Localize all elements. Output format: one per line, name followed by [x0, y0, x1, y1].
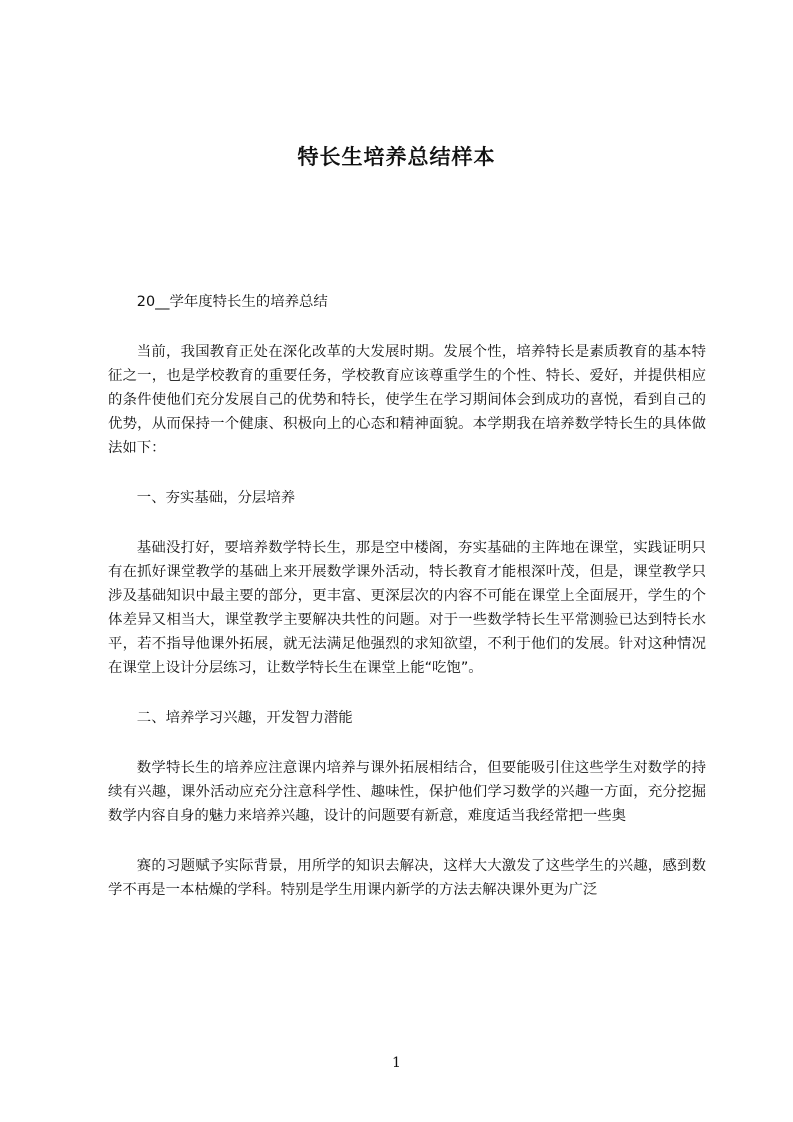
page-number: 1 [392, 1055, 401, 1071]
document-body [108, 290, 706, 928]
document-title: 特长生培养总结样本 [297, 145, 496, 169]
paragraph-section-2-continued: 赛的习题赋予实际背景，用所学的知识去解决，这样大大激发了这些学生的兴趣，感到数学不再是一本枯燥的学科。特别是学生用课内新学的方法去解决课外更为广泛 [108, 858, 706, 898]
document-subtitle: 20__学年度特长生的培养总结 [136, 294, 328, 310]
section-heading-1: 一、夯实基础，分层培养 [136, 490, 296, 506]
paragraph-intro: 当前，我国教育正处在深化改革的大发展时期。发展个性，培养特长是素质教育的基本特征之一，也是学校教育的重要任务，学校教育应该尊重学生的个性、特长、爱好，并提供相应的条件使他们充分发展自己的优势和特长，使学生在学习期间体会到成功的喜悦，看到自己的优势，从而保持一个健康、积极向上的心态和精神面貌。本学期我在培养数学特长生的具体做法如下： [108, 344, 706, 456]
paragraph-section-1: 基础没打好，要培养数学特长生，那是空中楼阁，夯实基础的主阵地在课堂，实践证明只有在抓好课堂教学的基础上来开展数学课外活动，特长教育才能根深叶茂，但是，课堂教学只涉及基础知识中最主要的部分，更丰富、更深层次的内容不可能在课堂上全面展开，学生的个体差异又相当大，课堂教学主要解决共性的问题。对于一些数学特长生平常测验已达到特长水平，若不指导他课外拓展，就无法满足他强烈的求知欲望，不利于他们的发展。针对这种情况在课堂上设计分层练习，让数学特长生在课堂上能“吃饱”。 [108, 540, 706, 676]
section-heading-2: 二、培养学习兴趣，开发智力潜能 [136, 710, 353, 726]
paragraph-section-2: 数学特长生的培养应注意课内培养与课外拓展相结合，但要能吸引住这些学生对数学的持续有兴趣，课外活动应充分注意科学性、趣味性，保护他们学习数学的兴趣一方面，充分挖掘数学内容自身的魅力来培养兴趣，设计的问题要有新意，难度适当我经常把一些奥 [108, 760, 706, 824]
